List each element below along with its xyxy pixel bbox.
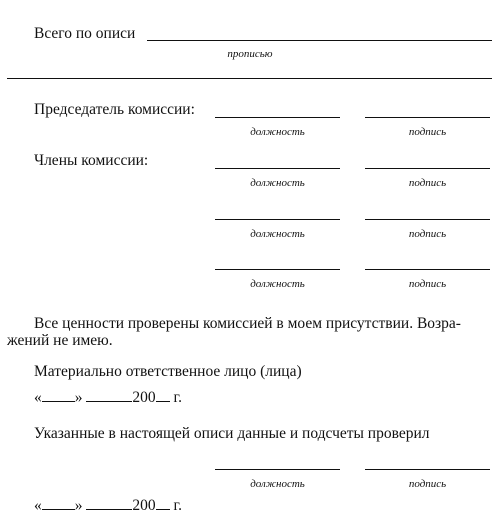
statement-line-1: Все ценности проверены комиссией в моем присутствии. Возра- — [34, 315, 461, 332]
date-year-prefix: 200 — [132, 497, 156, 514]
member-3-signature-line[interactable] — [365, 269, 490, 270]
date-year-prefix: 200 — [132, 389, 156, 406]
date-close-quote: » — [74, 497, 83, 514]
date-year-field[interactable] — [156, 509, 170, 510]
date-open-quote: « — [34, 389, 42, 406]
responsible-date — [34, 389, 182, 407]
verified-label: Указанные в настоящей описи данные и подсчеты проверил — [34, 425, 430, 442]
statement-line-2: жений не имею. — [7, 332, 113, 349]
member-2-position-line[interactable] — [215, 219, 340, 220]
verifier-signature-caption: подпись — [408, 478, 447, 490]
chairman-label: Председатель комиссии: — [34, 101, 195, 118]
responsible-label: Материально ответственное лицо (лица) — [34, 363, 302, 380]
section-divider — [7, 78, 492, 79]
total-label: Всего по описи — [34, 25, 136, 42]
member-1-signature-line[interactable] — [365, 168, 490, 169]
date-month-field[interactable] — [86, 401, 132, 402]
member-3-position-caption: должность — [250, 278, 305, 290]
verified-date — [34, 497, 182, 515]
member-2-signature-caption: подпись — [408, 228, 447, 240]
member-3-position-line[interactable] — [215, 269, 340, 270]
member-1-signature-caption: подпись — [408, 177, 447, 189]
chairman-position-line[interactable] — [215, 117, 340, 118]
members-label: Члены комиссии: — [34, 152, 149, 169]
chairman-position-caption: должность — [250, 126, 305, 138]
verifier-position-caption: должность — [250, 478, 305, 490]
member-1-position-line[interactable] — [215, 168, 340, 169]
member-2-signature-line[interactable] — [365, 219, 490, 220]
date-open-quote: « — [34, 497, 42, 514]
date-year-field[interactable] — [156, 401, 170, 402]
date-year-suffix: г. — [173, 497, 182, 514]
chairman-signature-caption: подпись — [408, 126, 447, 138]
total-caption: прописью — [227, 48, 273, 60]
member-2-position-caption: должность — [250, 228, 305, 240]
date-day-field[interactable] — [42, 509, 75, 510]
date-month-field[interactable] — [86, 509, 132, 510]
chairman-signature-line[interactable] — [365, 117, 490, 118]
verifier-signature-line[interactable] — [365, 469, 490, 470]
date-close-quote: » — [74, 389, 83, 406]
verifier-position-line[interactable] — [215, 469, 340, 470]
member-1-position-caption: должность — [250, 177, 305, 189]
date-day-field[interactable] — [42, 401, 75, 402]
member-3-signature-caption: подпись — [408, 278, 447, 290]
date-year-suffix: г. — [173, 389, 182, 406]
total-amount-line[interactable] — [147, 40, 492, 41]
